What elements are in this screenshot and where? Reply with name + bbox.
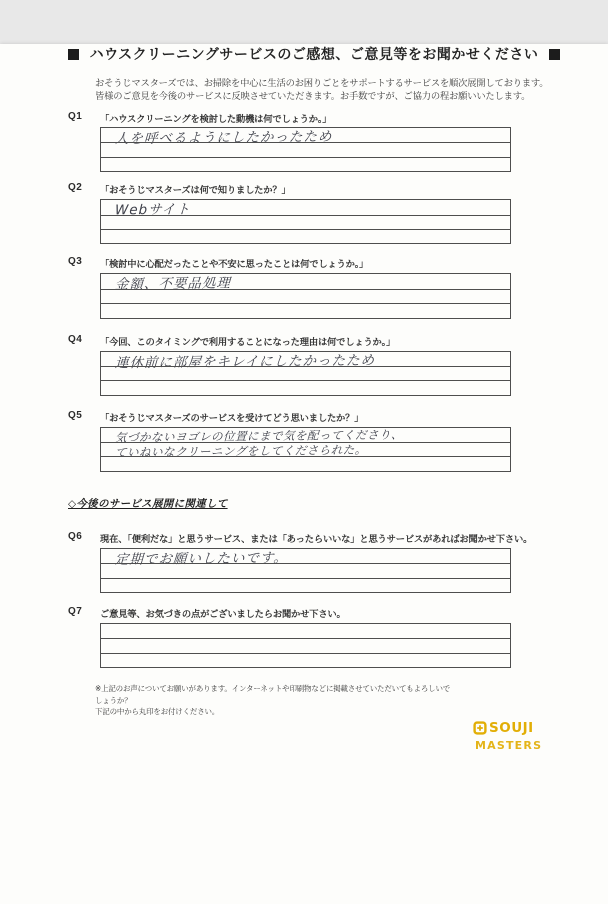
question-label: 「おそうじマスターズのサービスを受けてどう思いましたか？」 [100, 412, 364, 423]
answer-box [100, 351, 511, 396]
answer-row [101, 380, 510, 394]
footer-note-line: ※上記のお声についてお願いがあります。インターネットや印刷物などに掲載させていただいてもよろしいでしょうか？ [95, 684, 451, 705]
answer-row [101, 289, 510, 303]
handwritten-answer: Webサイト [114, 201, 192, 219]
answer-row [101, 366, 510, 380]
question-label: 「おそうじマスターズは何で知りましたか？」 [100, 185, 291, 196]
answer-row [101, 274, 510, 293]
answer-row [101, 128, 510, 148]
answer-row [101, 352, 510, 371]
question-block-q4 [0, 334, 608, 396]
answer-box [100, 427, 511, 472]
handwritten-answer: 人を呼べるようにしたかったため [114, 128, 333, 148]
section-heading: ◇今後のサービス展開に関連して [68, 497, 228, 510]
answer-row [101, 563, 510, 577]
answer-row [101, 229, 510, 243]
answer-row [101, 638, 510, 652]
question-block-q7 [0, 606, 608, 668]
page-header [68, 44, 560, 64]
souji-masters-logo [473, 720, 559, 752]
footer-note [95, 683, 455, 718]
question-label: 現在、「便利だな」と思うサービス、または「あったらいいな」と思うサービスがあればお聞かせ下さい。 [100, 533, 533, 544]
logo-text-masters: MASTERS [475, 739, 543, 752]
question-id: Q5 [68, 409, 83, 421]
intro-line: 皆様のご意見を今後のサービスに反映させていただきます。お手数ですが、ご協力の程お願いいたします。 [95, 91, 531, 101]
question-label: ご意見等、お気づきの点がございましたらお聞かせ下さい。 [100, 609, 346, 620]
answer-row [101, 549, 510, 568]
question-label: 「今回、このタイミングで利用することになった理由は何でしょうか。」 [100, 336, 396, 347]
handwritten-answer: 連休前に部屋をキレイにしたかったため [114, 352, 376, 371]
souji-masters-logo-icon [473, 721, 487, 735]
answer-row [101, 442, 510, 460]
black-square-icon [68, 49, 79, 60]
answer-box [100, 623, 511, 668]
answer-row [101, 303, 510, 317]
question-id: Q1 [68, 111, 83, 122]
question-label: 「ハウスクリーニングを検討した動機は何でしょうか。」 [100, 114, 332, 124]
question-id: Q2 [68, 182, 83, 194]
question-block-q3 [0, 256, 608, 318]
answer-row [101, 157, 510, 171]
footer-note-line: 下記の中から丸印をお付けください。 [95, 707, 220, 717]
survey-sheet [0, 44, 608, 904]
question-id: Q4 [68, 333, 83, 345]
question-block-q1 [0, 111, 608, 172]
question-block-q6 [0, 531, 608, 593]
handwritten-answer: 気づかないヨゴレの位置にまで気を配ってくださり、 [114, 427, 404, 445]
answer-row [101, 653, 510, 667]
question-label: 「検討中に心配だったことや不安に思ったことは何でしょうか。」 [100, 259, 369, 270]
answer-row [101, 456, 510, 470]
answer-row [101, 624, 510, 638]
answer-row [101, 215, 510, 229]
answer-row [101, 427, 510, 445]
answer-box [100, 273, 511, 318]
intro-text [95, 77, 555, 103]
answer-row [101, 142, 510, 156]
question-block-q2 [0, 182, 608, 244]
intro-line: おそうじマスターズでは、お掃除を中心に生活のお困りごとをサポートするサービスを順次展開しております。 [95, 78, 549, 88]
answer-row [101, 200, 510, 219]
answer-box [100, 548, 511, 593]
handwritten-answer: 定期でお願いしたいです。 [114, 549, 289, 568]
question-block-q5 [0, 410, 608, 472]
handwritten-answer: ていねいなクリーニングをしてくださられた。 [114, 442, 368, 460]
question-id: Q3 [68, 256, 83, 268]
black-square-icon [549, 49, 560, 60]
handwritten-answer: 金額、不要品処理 [114, 275, 232, 293]
question-id: Q7 [68, 606, 83, 618]
answer-box [100, 127, 511, 172]
page-title: ハウスクリーニングサービスのご感想、ご意見等をお聞かせください [89, 46, 539, 62]
answer-row [101, 578, 510, 592]
logo-text-masters-clipped [475, 736, 559, 752]
logo-text-souji: SOUJI [489, 720, 534, 736]
question-id: Q6 [68, 530, 83, 542]
answer-box [100, 199, 511, 244]
